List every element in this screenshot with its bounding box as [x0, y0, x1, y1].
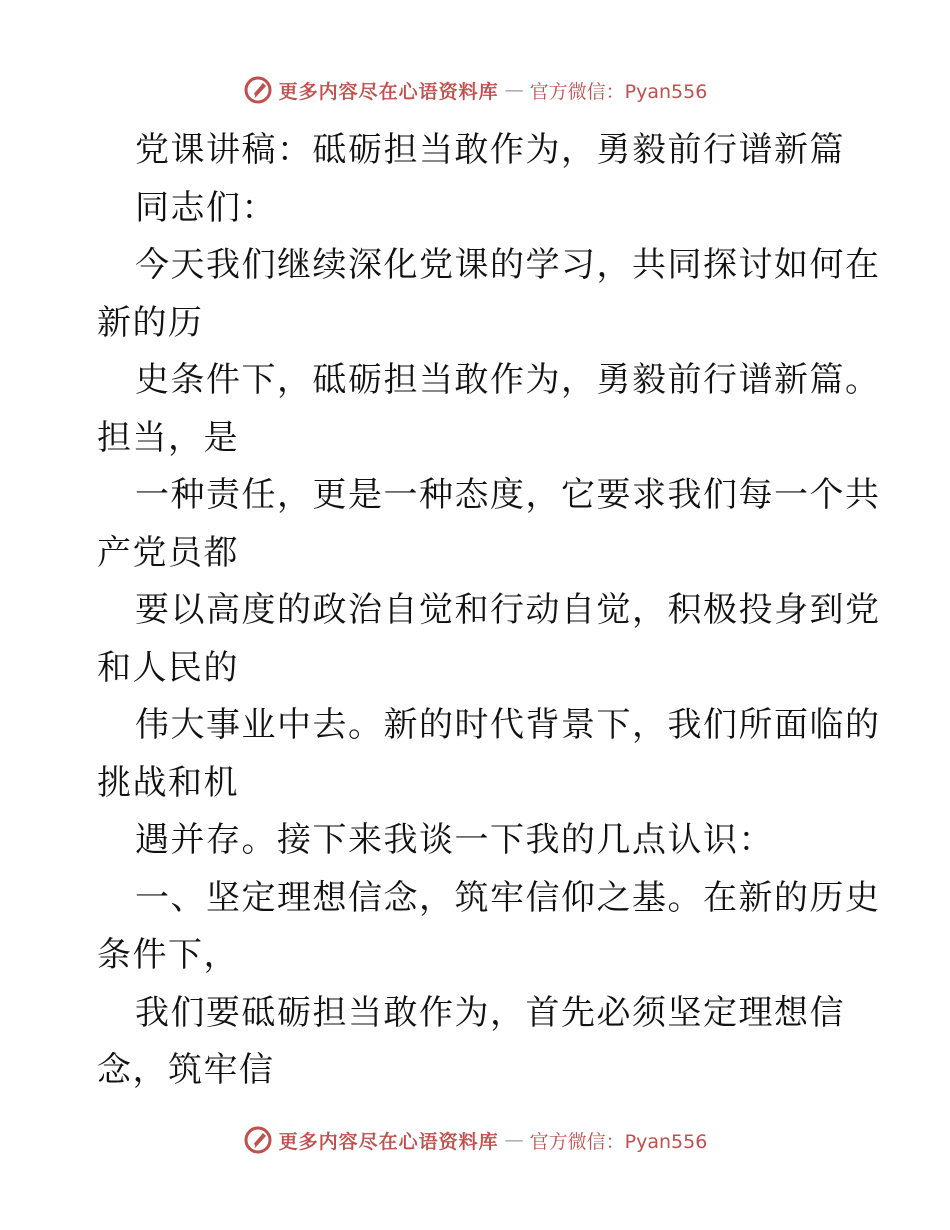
text-line: 挑战和机 [97, 762, 239, 803]
text-line: 史条件下，砥砺担当敢作为，勇毅前行谱新篇。 [135, 360, 881, 400]
text-line: 和人民的 [97, 647, 239, 688]
watermark-contact: 官方微信：Pyan556 [529, 1130, 708, 1153]
watermark-brand: 更多内容尽在心语资料库 [278, 80, 499, 103]
text-line: 担当，是 [97, 417, 239, 458]
pen-circle-icon [243, 1125, 273, 1155]
watermark-separator: — [504, 1129, 524, 1151]
pen-circle-icon [243, 75, 273, 105]
watermark-separator: — [504, 79, 524, 101]
salutation: 同志们： [135, 187, 277, 228]
text-line: 产党员都 [97, 532, 239, 573]
section-heading-line: 一、坚定理想信念，筑牢信仰之基。在新的历史 [135, 877, 881, 918]
text-line: 念，筑牢信 [97, 1050, 275, 1090]
text-line: 我们要砥砺担当敢作为，首先必须坚定理想信 [135, 992, 845, 1033]
text-line: 一种责任，更是一种态度，它要求我们每一个共 [135, 475, 881, 515]
text-line: 遇并存。接下来我谈一下我的几点认识： [135, 820, 774, 860]
text-line: 伟大事业中去。新的时代背景下，我们所面临的 [135, 705, 881, 745]
text-line: 条件下， [97, 935, 239, 975]
text-line: 要以高度的政治自觉和行动自觉，积极投身到党 [135, 590, 881, 630]
watermark-brand: 更多内容尽在心语资料库 [278, 1130, 499, 1153]
document-title: 党课讲稿：砥砺担当敢作为，勇毅前行谱新篇 [135, 130, 845, 170]
document-body [97, 122, 881, 1100]
text-line: 新的历 [97, 302, 204, 343]
watermark-contact: 官方微信：Pyan556 [529, 80, 708, 103]
footer-watermark [0, 1120, 950, 1160]
text-line: 今天我们继续深化党课的学习，共同探讨如何在 [135, 245, 881, 285]
header-watermark [0, 70, 950, 110]
